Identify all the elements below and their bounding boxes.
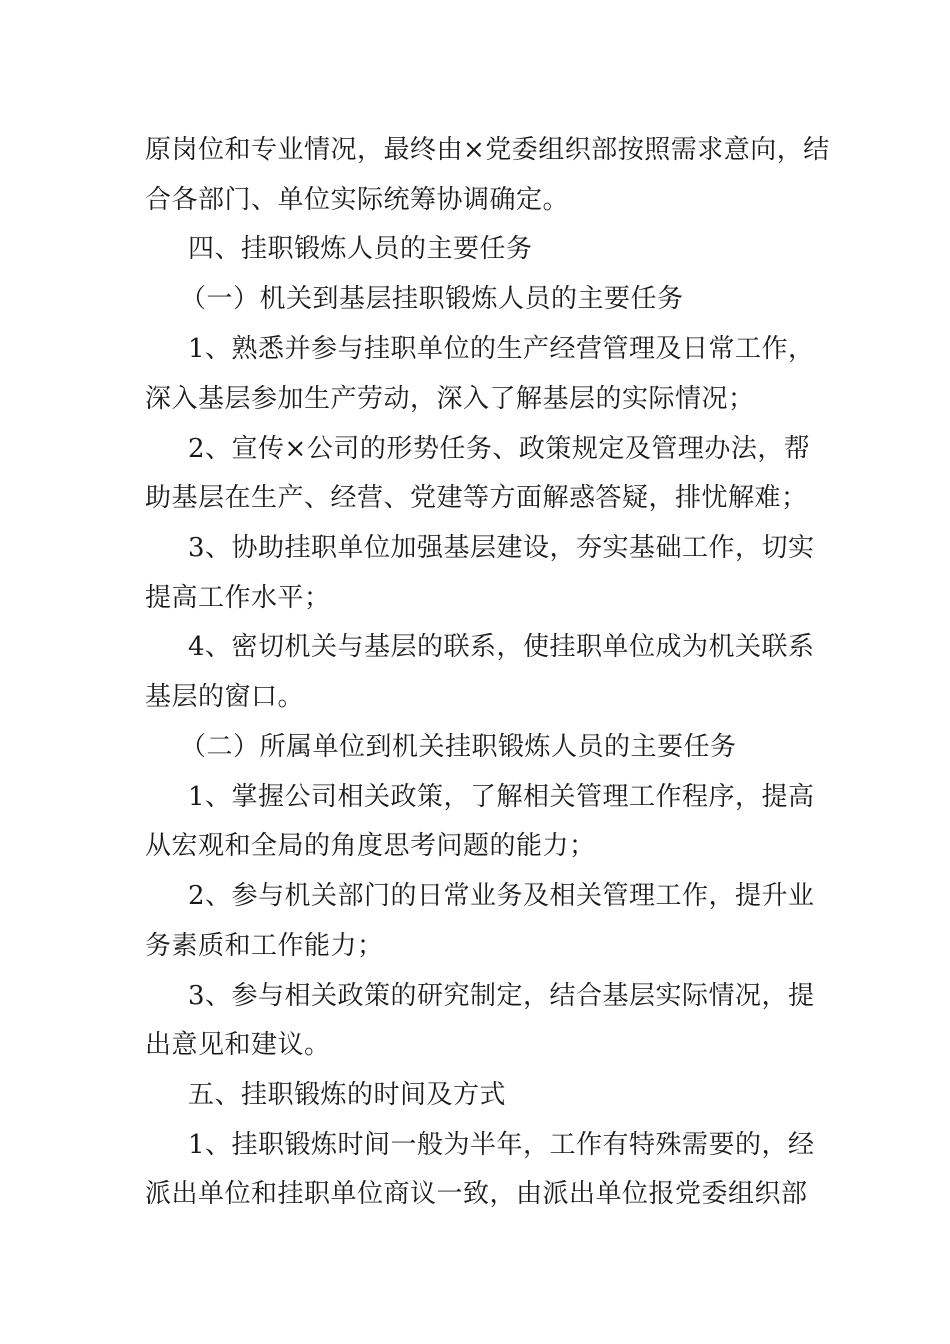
section-heading: 四、挂职锻炼人员的主要任务 bbox=[188, 234, 533, 264]
text-line: 出意见和建议。 bbox=[145, 1030, 331, 1060]
list-item-line: 3、协助挂职单位加强基层建设，夯实基础工作，切实 bbox=[188, 533, 815, 563]
list-item-line: 1、挂职锻炼时间一般为半年，工作有特殊需要的，经 bbox=[188, 1130, 815, 1160]
list-item-line: 1、熟悉并参与挂职单位的生产经营管理及日常工作， bbox=[188, 334, 815, 364]
text-line: 原岗位和专业情况，最终由×党委组织部按照需求意向，结 bbox=[145, 135, 830, 165]
text-line: 基层的窗口。 bbox=[145, 682, 305, 712]
text-line: 派出单位和挂职单位商议一致，由派出单位报党委组织部 bbox=[145, 1179, 808, 1209]
subsection-heading: （二）所属单位到机关挂职锻炼人员的主要任务 bbox=[180, 732, 737, 762]
section-heading: 五、挂职锻炼的时间及方式 bbox=[188, 1080, 507, 1110]
list-item-line: 3、参与相关政策的研究制定，结合基层实际情况，提 bbox=[188, 981, 815, 1011]
subsection-heading: （一）机关到基层挂职锻炼人员的主要任务 bbox=[180, 284, 684, 314]
text-line: 合各部门、单位实际统筹协调确定。 bbox=[145, 185, 570, 215]
list-item-line: 2、宣传×公司的形势任务、政策规定及管理办法，帮 bbox=[188, 434, 811, 464]
list-item-line: 4、密切机关与基层的联系，使挂职单位成为机关联系 bbox=[188, 632, 815, 662]
text-line: 深入基层参加生产劳动，深入了解基层的实际情况； bbox=[145, 384, 755, 414]
text-line: 务素质和工作能力； bbox=[145, 931, 384, 961]
list-item-line: 1、掌握公司相关政策，了解相关管理工作程序，提高 bbox=[188, 782, 815, 812]
text-line: 助基层在生产、经营、党建等方面解惑答疑，排忧解难； bbox=[145, 483, 808, 513]
text-line: 从宏观和全局的角度思考问题的能力； bbox=[145, 831, 596, 861]
list-item-line: 2、参与机关部门的日常业务及相关管理工作，提升业 bbox=[188, 881, 815, 911]
text-line: 提高工作水平； bbox=[145, 583, 331, 613]
